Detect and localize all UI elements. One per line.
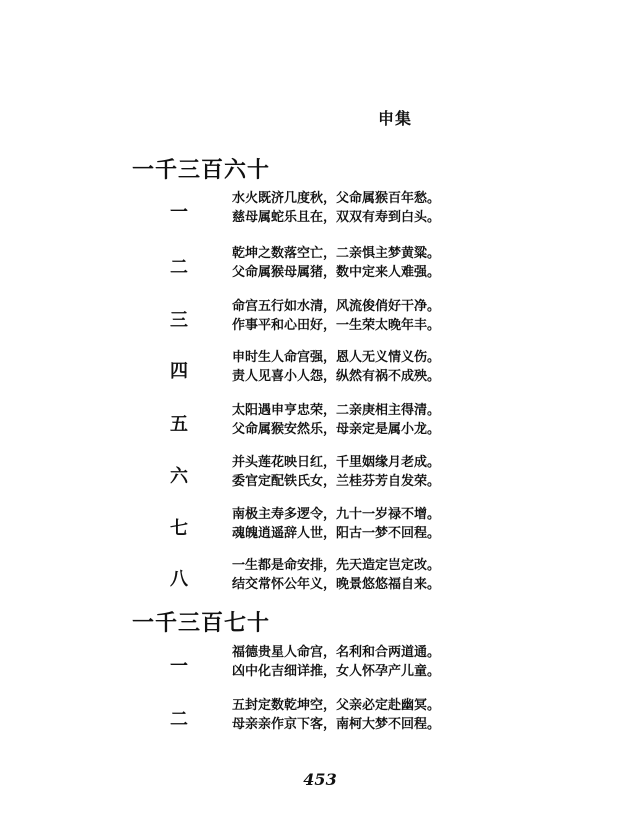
verse-line: 水火既济几度秋，父命属猴百年愁。 [232, 191, 441, 206]
entry-number: 六 [170, 466, 188, 487]
verse-entry [0, 505, 640, 545]
verse-line: 凶中化吉细详推，女人怀孕产儿童。 [232, 664, 441, 679]
verse-entry [0, 244, 640, 284]
verse-line: 慈母属蛇乐且在，双双有寿到白头。 [232, 210, 441, 225]
verse-line: 委官定配铁氏女，兰桂芬芳自发荣。 [232, 474, 441, 489]
verse-line: 太阳遇申亨忠荣，二亲庚相主得清。 [232, 403, 441, 418]
verse-line: 父命属猴母属猪，数中定来人难强。 [232, 265, 441, 280]
verse-lines [232, 348, 612, 386]
section-heading: 一千三百六十 [132, 157, 271, 183]
verse-line: 一生都是命安排，先天造定岂定改。 [232, 558, 441, 573]
entry-number: 八 [170, 569, 188, 590]
verse-line: 结交常怀公年义，晚景悠悠福自来。 [232, 577, 441, 592]
verse-line: 母亲亲作京下客，南柯大梦不回程。 [232, 717, 441, 732]
verse-entry [0, 297, 640, 337]
verse-lines [232, 401, 612, 439]
verse-line: 五封定数乾坤空，父亲必定赴幽冥。 [232, 698, 441, 713]
verse-lines [232, 297, 612, 335]
verse-lines [232, 189, 612, 227]
entry-number: 五 [170, 414, 188, 435]
verse-line: 作事平和心田好，一生荣太晚年丰。 [232, 318, 441, 333]
verse-line: 乾坤之数落空亡，二亲惧主梦黄粱。 [232, 246, 441, 261]
verse-line: 福德贵星人命宫，名利和合两道通。 [232, 645, 441, 660]
entry-number: 四 [170, 361, 188, 382]
verse-lines [232, 244, 612, 282]
page-number: 453 [303, 770, 337, 789]
verse-lines [232, 453, 612, 491]
verse-entry [0, 453, 640, 493]
verse-entry [0, 401, 640, 441]
running-head: 申集 [378, 109, 413, 128]
entry-number: 二 [170, 257, 188, 278]
entry-number: 三 [170, 310, 188, 331]
entry-number: 二 [170, 709, 188, 730]
verse-line: 命宫五行如水清，风流俊俏好干净。 [232, 299, 441, 314]
verse-lines [232, 505, 612, 543]
verse-lines [232, 556, 612, 594]
entry-number: 七 [170, 518, 188, 539]
verse-line: 南极主寿多逻令，九十一岁禄不增。 [232, 507, 441, 522]
entry-number: 一 [170, 202, 188, 223]
verse-lines [232, 696, 612, 734]
section-heading: 一千三百七十 [132, 610, 271, 636]
verse-entry [0, 556, 640, 596]
verse-line: 父命属猴安然乐，母亲定是属小龙。 [232, 422, 441, 437]
verse-entry [0, 348, 640, 388]
verse-line: 申时生人命宫强，恩人无义情义伤。 [232, 350, 441, 365]
verse-entry [0, 643, 640, 683]
verse-entry [0, 696, 640, 736]
verse-line: 责人见喜小人怨，纵然有祸不成殃。 [232, 369, 441, 384]
verse-entry [0, 189, 640, 229]
entry-number: 一 [170, 656, 188, 677]
verse-line: 并头莲花映日红，千里姻缘月老成。 [232, 455, 441, 470]
verse-lines [232, 643, 612, 681]
verse-line: 魂魄逍遥辞人世，阳古一梦不回程。 [232, 526, 441, 541]
